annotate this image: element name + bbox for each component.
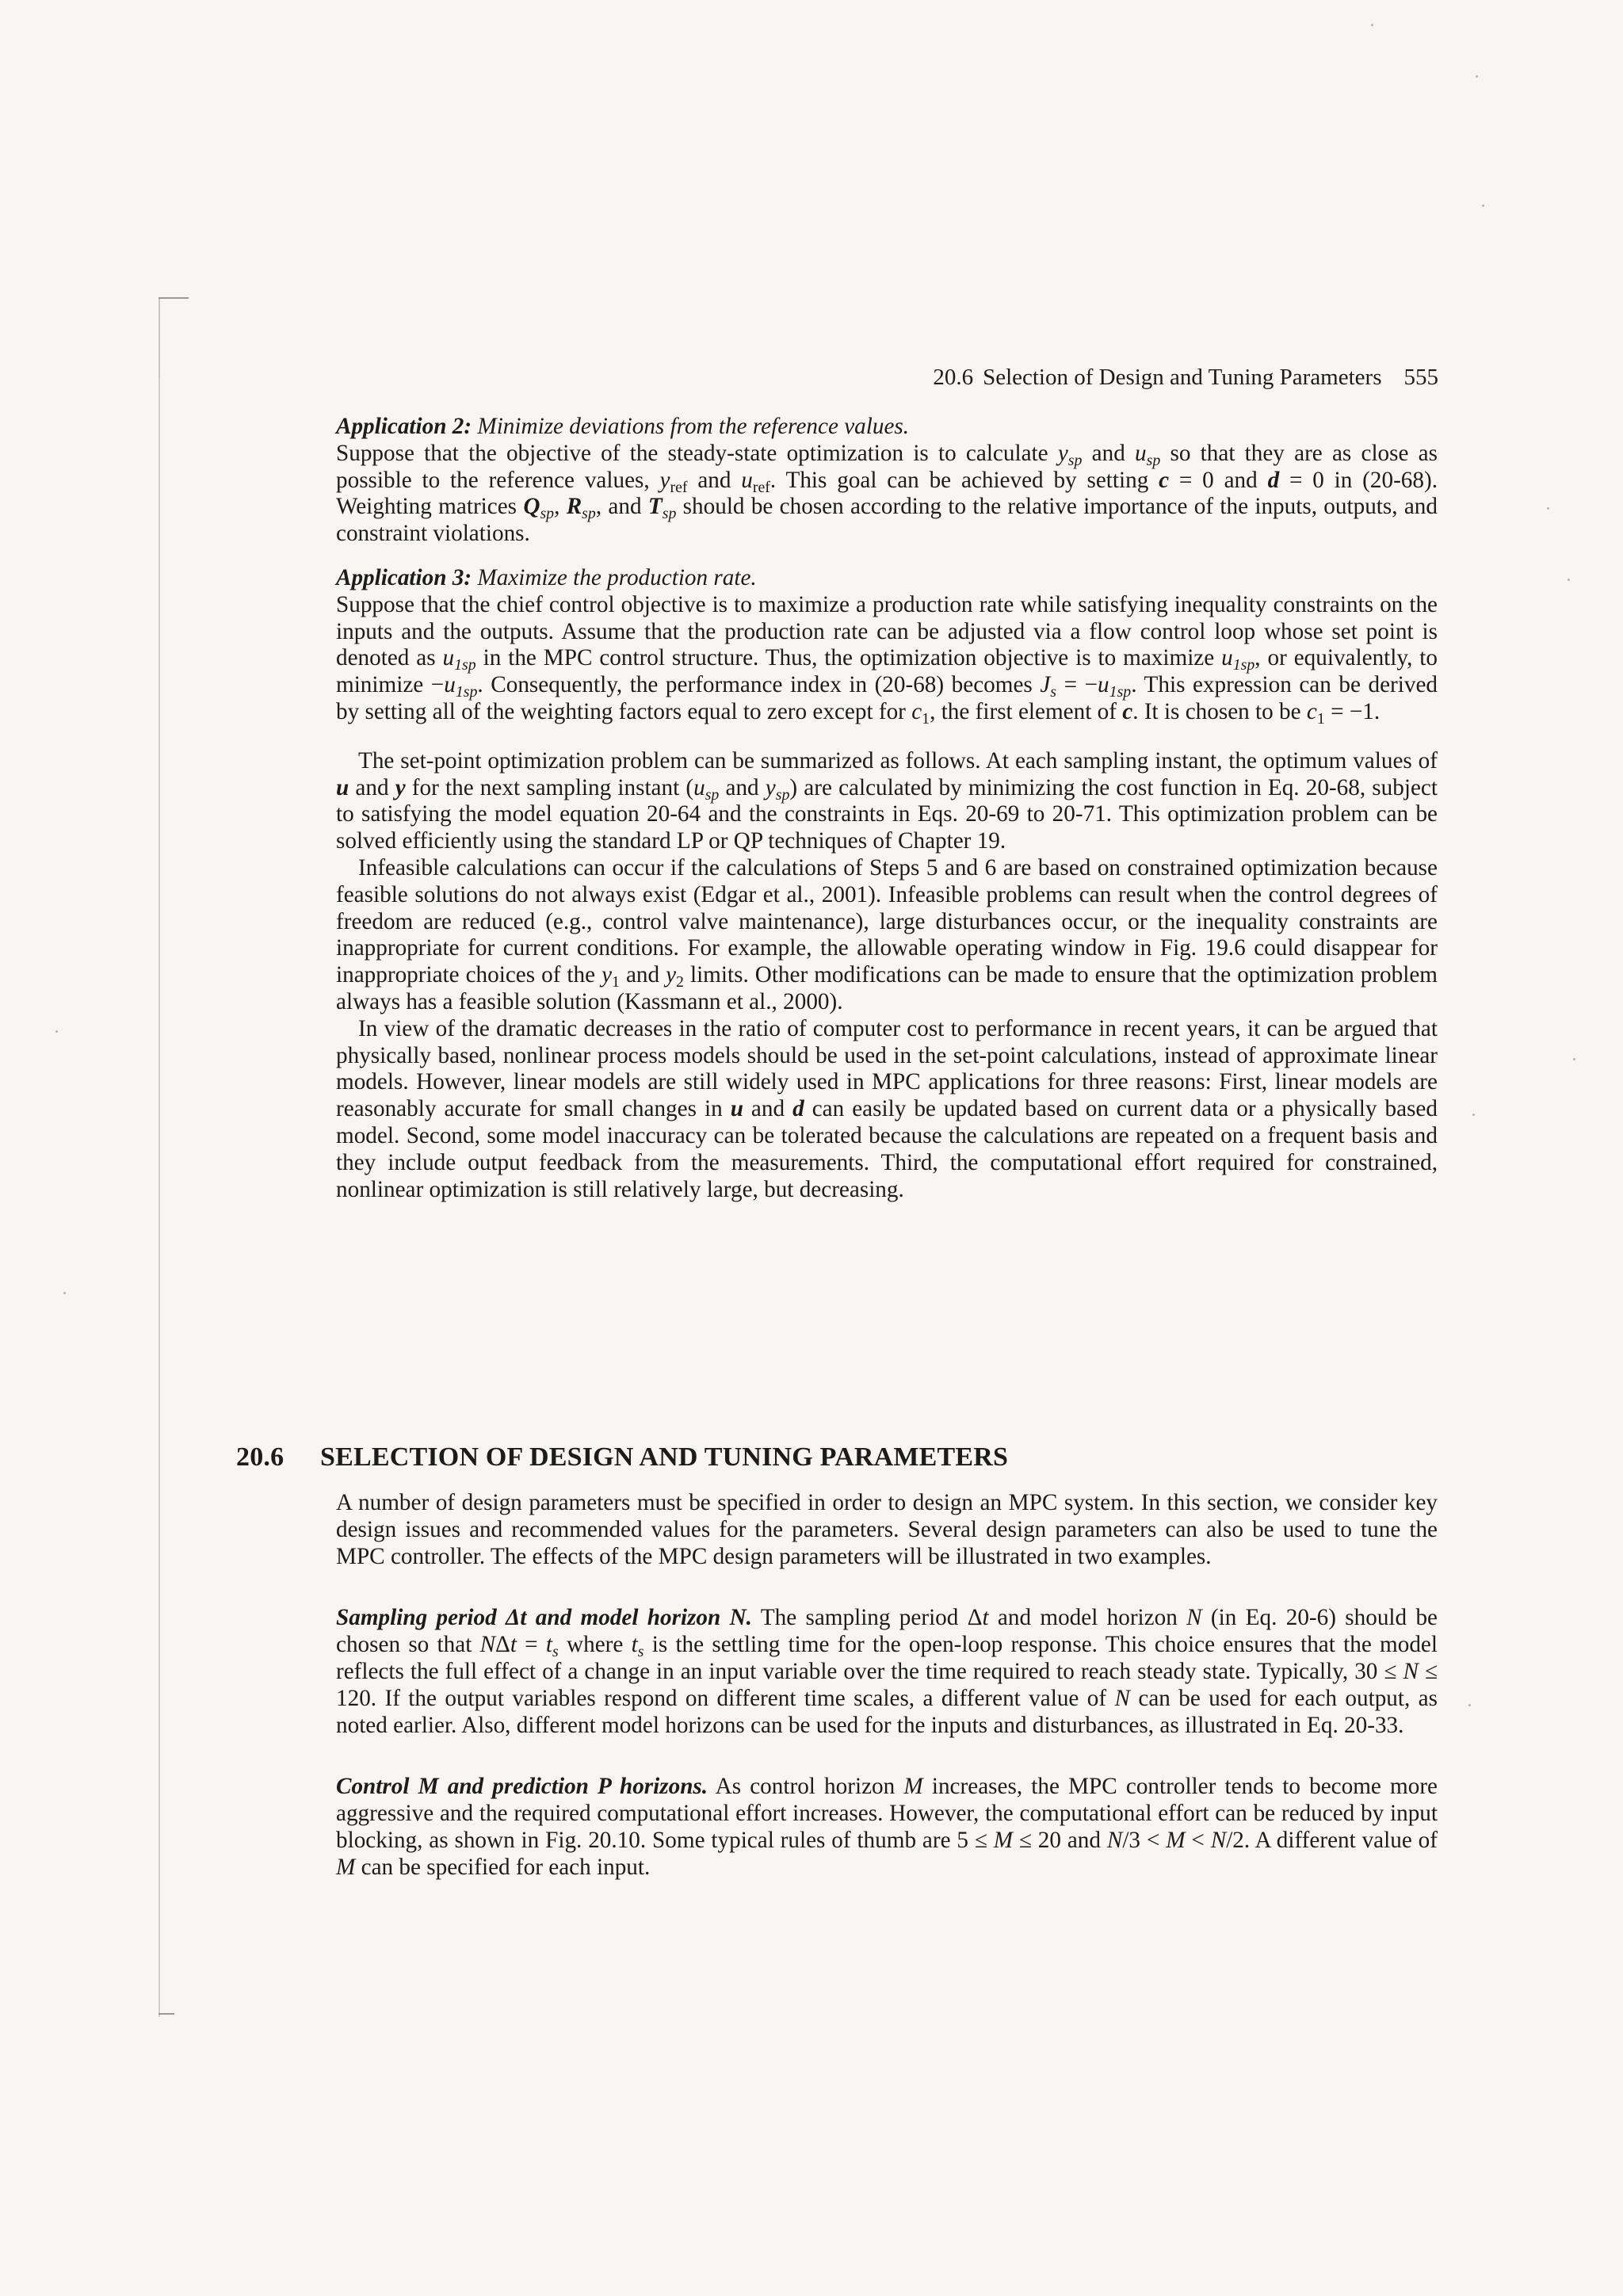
scan-speck [1476, 75, 1478, 78]
running-head-section: 20.6 [933, 365, 974, 390]
scan-speck [1573, 1058, 1575, 1060]
application-2-paragraph: Suppose that the objective of the steady-state optimization is to calculate $y_{sp}$ and $u_{sp}$ so that they are as close as possible to the reference values, $y_{ref}$ and $u_{ref}$. This goal can be achieved by setting c = 0 and d = 0 in (20-68). Weighting matrices $Q_{sp}$, $R_{sp}$, and $T_{sp}$ should be chosen according to the relative importance of the inputs, outputs, and constraint violations. [336, 440, 1438, 547]
section-number: 20.6 [236, 1442, 285, 1472]
page-body-upper [336, 414, 1438, 1203]
sampling-period-heading: Sampling period Δt and model horizon N. [336, 1605, 752, 1631]
section-intro-paragraph: A number of design parameters must be specified in order to design an MPC system. In this section, we consider key design issues and recommended values for the parameters. Several design parameters can also be used to tune the MPC controller. The effects of the MPC design parameters will be illustrated in two examples. [336, 1490, 1438, 1569]
application-2-heading: Application 2: Minimize deviations from the reference values. [336, 414, 910, 439]
page-body-lower [336, 1490, 1438, 1881]
page-number: 555 [1403, 365, 1438, 390]
running-head [868, 365, 1438, 391]
scan-speck [55, 1030, 58, 1033]
section-heading [236, 1442, 1008, 1473]
running-head-title: Selection of Design and Tuning Parameters [983, 365, 1382, 390]
application-3-paragraph: Suppose that the chief control objective is to maximize a production rate while satisfying inequality constraints on the inputs and the outputs. Assume that the production rate can be adjusted via a flow control loop whose set point is denoted as $u_{1sp}$ in the MPC control structure. Thus, the optimization objective is to maximize $u_{1sp}$, or equivalently, to minimize $-u_{1sp}$. Consequently, the performance index in (20-68) becomes $J_s = -u_{1sp}$. This expression can be derived by setting all of the weighting factors equal to zero except for $c_1$, the first element of c. It is chosen to be $c_1 = -1$. [336, 591, 1438, 728]
scan-speck [1371, 24, 1373, 26]
scan-speck [1482, 204, 1484, 207]
sampling-period-paragraph: Sampling period Δt and model horizon N. The sampling period Δt and model horizon N (in Eq. 20-6) should be chosen so that $N\Delta t = t_s$ where $t_s$ is the settling time for the open-loop response. This choice ensures that the model reflects the full effect of a change in an input variable over the time required to reach steady state. Typically, 30 ≤ N ≤ 120. If the output variables respond on different time scales, a different value of N can be used for each output, as noted earlier. Also, different model horizons can be used for the inputs and disturbances, as illustrated in Eq. 20-33. [336, 1605, 1438, 1738]
control-horizon-paragraph: Control M and prediction P horizons. As control horizon M increases, the MPC controller tends to become more aggressive and the required computational effort increases. However, the computational effort can be reduced by input blocking, as shown in Fig. 20.10. Some typical rules of thumb are 5 ≤ M ≤ 20 and N/3 < M < N/2. A different value of M can be specified for each input. [336, 1774, 1438, 1880]
scan-speck [1472, 1114, 1475, 1116]
infeasible-calculations-paragraph: Infeasible calculations can occur if the calculations of Steps 5 and 6 are based on constrained optimization because feasible solutions do not always exist (Edgar et al., 2001). Infeasible problems can result when the control degrees of freedom are reduced (e.g., control valve maintenance), large disturbances occur, or the inequality constraints are inappropriate for current conditions. For example, the allowable operating window in Fig. 19.6 could disappear for inappropriate choices of the $y_1$ and $y_2$ limits. Other modifications can be made to ensure that the optimization problem always has a feasible solution (Kassmann et al., 2000). [336, 854, 1438, 1014]
scan-speck [63, 1292, 66, 1294]
scan-corner-mark-bottom [158, 2013, 174, 2015]
scan-binding-edge [158, 297, 160, 2017]
scan-speck [1568, 579, 1570, 581]
linear-models-paragraph: In view of the dramatic decreases in the ratio of computer cost to performance in recent years, it can be argued that physically based, nonlinear process models should be used in the set-point calculations, instead of approximate linear models. However, linear models are still widely used in MPC applications for three reasons: First, linear models are reasonably accurate for small changes in u and d can easily be updated based on current data or a physically based model. Second, some model inaccuracy can be tolerated because the calculations are repeated on a frequent basis and they include output feedback from the measurements. Third, the computational effort required for constrained, nonlinear optimization is still relatively large, but decreasing. [336, 1015, 1438, 1202]
scan-corner-mark [158, 297, 189, 378]
scan-speck [1547, 507, 1549, 510]
set-point-summary-paragraph: The set-point optimization problem can be summarized as follows. At each sampling instant, the optimum values of u and y for the next sampling instant ($u_{sp}$ and $y_{sp}$) are calculated by minimizing the cost function in Eq. 20-68, subject to satisfying the model equation 20-64 and the constraints in Eqs. 20-69 to 20-71. This optimization problem can be solved efficiently using the standard LP or QP techniques of Chapter 19. [336, 747, 1438, 854]
control-horizon-heading: Control M and prediction P horizons. [336, 1774, 708, 1800]
scan-speck [1468, 1704, 1471, 1706]
application-3-heading: Application 3: Maximize the production rate. [336, 564, 757, 590]
section-title: SELECTION OF DESIGN AND TUNING PARAMETERS [320, 1442, 1009, 1472]
